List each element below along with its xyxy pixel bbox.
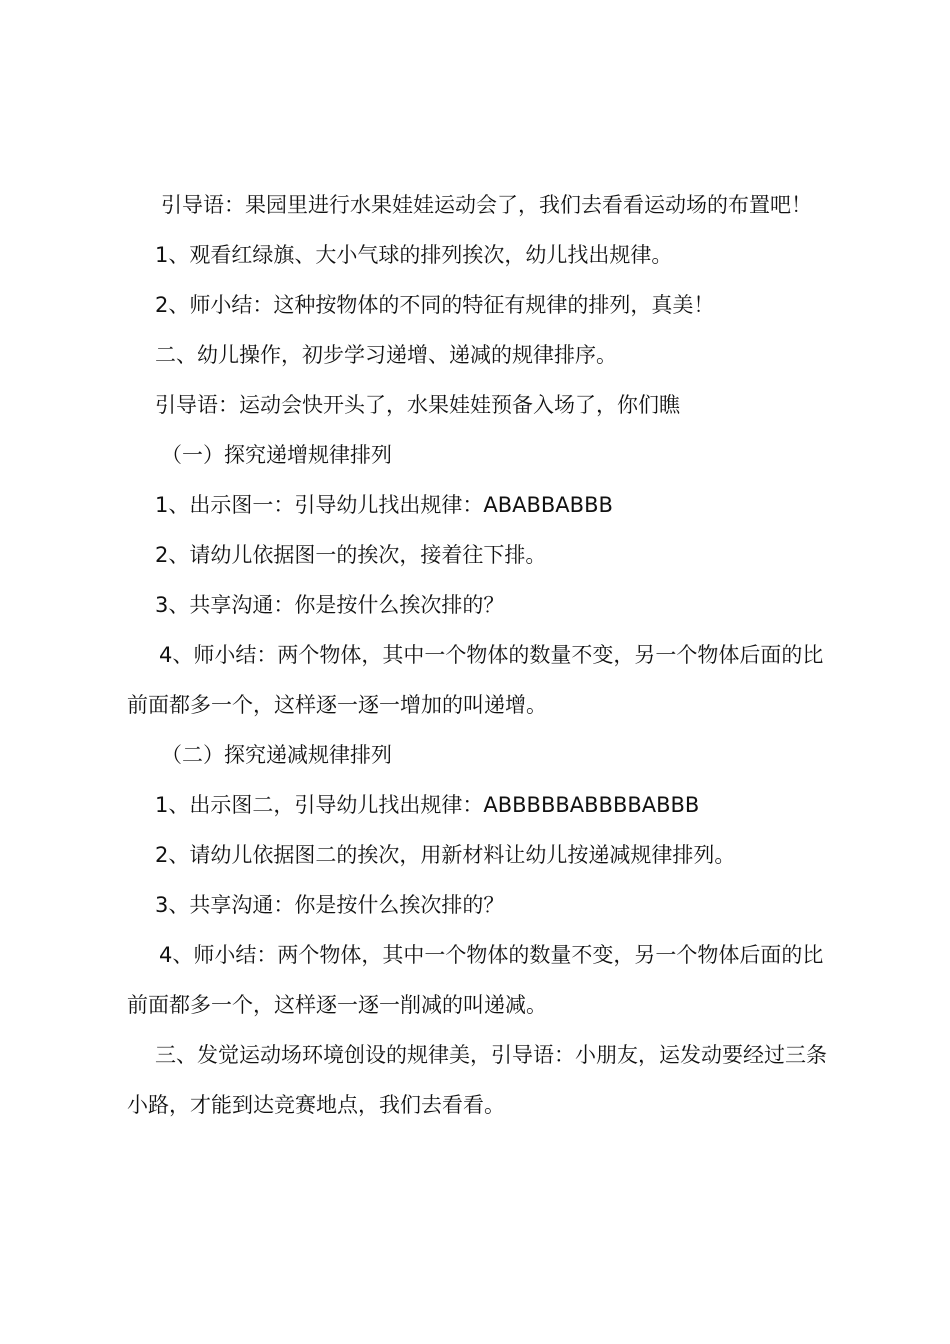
section-heading-2: 二、幼儿操作，初步学习递增、递减的规律排序。	[155, 343, 617, 367]
paragraph-sub2-step-4: 4、师小结：两个物体，其中一个物体的数量不变，另一个物体后面的比前面都多一个，这样逐一逐一削减的叫递减。	[127, 943, 824, 1017]
paragraph-sub2-step-2: 2、请幼儿依据图二的挨次，用新材料让幼儿按递减规律排列。	[155, 843, 736, 867]
subsection-heading-1: （一）探究递增规律排列	[161, 443, 392, 467]
paragraph-sub2-step-3: 3、共享沟通：你是按什么挨次排的？	[155, 893, 505, 917]
paragraph-sub1-step-3: 3、共享沟通：你是按什么挨次排的？	[155, 593, 505, 617]
paragraph-step-2: 2、师小结：这种按物体的不同的特征有规律的排列，真美！	[155, 293, 715, 317]
paragraph-sub1-step-1: 1、出示图一：引导幼儿找出规律：ABABBABBB	[155, 493, 613, 517]
paragraph-sub1-step-4: 4、师小结：两个物体，其中一个物体的数量不变，另一个物体后面的比前面都多一个，这样逐一逐一增加的叫递增。	[127, 643, 824, 717]
section-heading-3: 三、发觉运动场环境创设的规律美，引导语：小朋友，运发动要经过三条小路，才能到达竞赛地点，我们去看看。	[127, 1043, 827, 1117]
paragraph-sub1-step-2: 2、请幼儿依据图一的挨次，接着往下排。	[155, 543, 547, 567]
subsection-heading-2: （二）探究递减规律排列	[161, 743, 392, 767]
paragraph-step-1: 1、观看红绿旗、大小气球的排列挨次，幼儿找出规律。	[155, 243, 673, 267]
paragraph-sub2-step-1: 1、出示图二，引导幼儿找出规律：ABBBBBABBBBABBB	[155, 793, 700, 817]
document-body	[127, 180, 833, 1130]
paragraph-guide: 引导语：运动会快开头了，水果娃娃预备入场了，你们瞧	[155, 393, 680, 417]
paragraph-intro: 引导语：果园里进行水果娃娃运动会了，我们去看看运动场的布置吧！	[161, 193, 812, 217]
